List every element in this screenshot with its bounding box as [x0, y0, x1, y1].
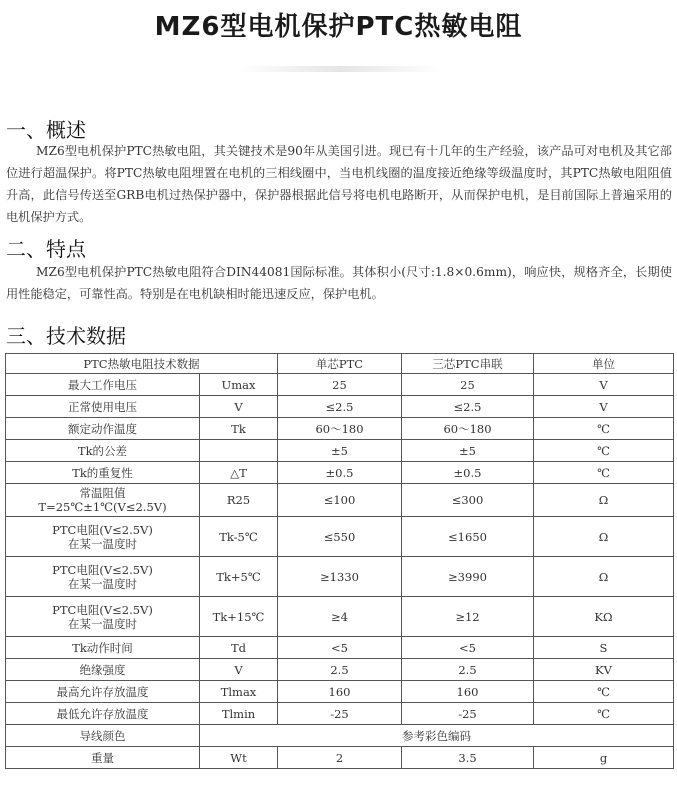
triple-cell: ≥12 — [402, 597, 534, 637]
single-cell: 160 — [278, 681, 402, 703]
header-param: PTC热敏电阻技术数据 — [6, 354, 278, 374]
table-row — [6, 597, 674, 637]
table-row — [6, 396, 674, 418]
table-row — [6, 681, 674, 703]
param-cell: 绝缘强度 — [6, 659, 200, 681]
triple-cell: 25 — [402, 374, 534, 396]
table-row — [6, 484, 674, 517]
single-cell: 2.5 — [278, 659, 402, 681]
unit-cell: KV — [534, 659, 674, 681]
single-cell: -25 — [278, 703, 402, 725]
symbol-cell: Td — [200, 637, 278, 659]
table-row — [6, 703, 674, 725]
param-cell: Tk的公差 — [6, 440, 200, 462]
triple-cell: ±5 — [402, 440, 534, 462]
param-line-2: 在某一温度时 — [68, 536, 137, 551]
symbol-cell: Tk+15℃ — [200, 597, 278, 637]
page-title: MZ6型电机保护PTC热敏电阻 — [154, 12, 523, 42]
triple-cell: 60～180 — [402, 418, 534, 440]
header-unit: 单位 — [534, 354, 674, 374]
symbol-cell: Umax — [200, 374, 278, 396]
table-row — [6, 637, 674, 659]
param-line-1: PTC电阻(V≤2.5V) — [52, 602, 153, 617]
merged-cell: 参考彩色编码 — [200, 725, 674, 747]
section-heading-technical-data: 三、技术数据 — [6, 324, 126, 348]
single-cell: ≤2.5 — [278, 396, 402, 418]
symbol-cell: R25 — [200, 484, 278, 517]
unit-cell: Ω — [534, 484, 674, 517]
single-cell: ≤100 — [278, 484, 402, 517]
unit-cell: KΩ — [534, 597, 674, 637]
triple-cell: <5 — [402, 637, 534, 659]
unit-cell: ℃ — [534, 681, 674, 703]
unit-cell: V — [534, 396, 674, 418]
symbol-cell: Tk+5℃ — [200, 557, 278, 597]
symbol-cell: V — [200, 396, 278, 418]
unit-cell: S — [534, 637, 674, 659]
single-cell: ≥4 — [278, 597, 402, 637]
triple-cell: 3.5 — [402, 747, 534, 769]
single-cell: ±0.5 — [278, 462, 402, 484]
symbol-cell: Tk-5℃ — [200, 517, 278, 557]
param-cell: 导线颜色 — [6, 725, 200, 747]
title-underline — [240, 66, 440, 72]
symbol-cell: Tlmax — [200, 681, 278, 703]
unit-cell: Ω — [534, 557, 674, 597]
symbol-cell: V — [200, 659, 278, 681]
param-line-2: 在某一温度时 — [68, 576, 137, 591]
param-cell: 最大工作电压 — [6, 374, 200, 396]
unit-cell: V — [534, 374, 674, 396]
unit-cell: ℃ — [534, 703, 674, 725]
symbol-cell: △T — [200, 462, 278, 484]
param-cell: 重量 — [6, 747, 200, 769]
unit-cell: ℃ — [534, 418, 674, 440]
section-heading-overview: 一、概述 — [6, 118, 86, 142]
param-cell: 最高允许存放温度 — [6, 681, 200, 703]
param-cell — [6, 557, 200, 597]
table-row — [6, 747, 674, 769]
param-cell: 额定动作温度 — [6, 418, 200, 440]
triple-cell: -25 — [402, 703, 534, 725]
param-line-1: PTC电阻(V≤2.5V) — [52, 522, 153, 537]
section-body-overview: MZ6型电机保护PTC热敏电阻，其关键技术是90年从美国引进。现已有十几年的生产经验，该产品可对电机及其它部位进行超温保护。将PTC热敏电阻埋置在电机的三相线圈中，当电机线圈的温度接近绝缘等级温度时，其PTC热敏电阻阻值升高，此信号传送至GRB电机过热保护器中，保护器根据此信号将电机电路断开，从而保护电机，是目前国际上普遍采用的电机保护方式。 — [6, 144, 672, 224]
single-cell: 2 — [278, 747, 402, 769]
param-cell: Tk动作时间 — [6, 637, 200, 659]
single-cell: ≤550 — [278, 517, 402, 557]
table-row — [6, 557, 674, 597]
symbol-cell: Tk — [200, 418, 278, 440]
unit-cell: g — [534, 747, 674, 769]
param-cell: 正常使用电压 — [6, 396, 200, 418]
param-line-2: T=25℃±1℃(V≤2.5V) — [38, 500, 167, 514]
triple-cell: ≤300 — [402, 484, 534, 517]
unit-cell: Ω — [534, 517, 674, 557]
single-cell: 25 — [278, 374, 402, 396]
triple-cell: 2.5 — [402, 659, 534, 681]
param-cell — [6, 597, 200, 637]
param-cell: 最低允许存放温度 — [6, 703, 200, 725]
technical-data-table-wrap — [5, 353, 673, 769]
triple-cell: 160 — [402, 681, 534, 703]
section-heading-features: 二、特点 — [6, 237, 86, 261]
section-body-features: MZ6型电机保护PTC热敏电阻符合DIN44081国际标准。其体积小(尺寸:1.8×0.6mm)，响应快，规格齐全，长期使用性能稳定，可靠性高。特别是在电机缺相时能迅速反应，保护电机。 — [6, 265, 672, 301]
single-cell: 60～180 — [278, 418, 402, 440]
table-row — [6, 440, 674, 462]
table-row — [6, 462, 674, 484]
triple-cell: ±0.5 — [402, 462, 534, 484]
single-cell: ≥1330 — [278, 557, 402, 597]
symbol-cell — [200, 440, 278, 462]
single-cell: <5 — [278, 637, 402, 659]
triple-cell: ≤1650 — [402, 517, 534, 557]
table-row — [6, 374, 674, 396]
header-triple: 三芯PTC串联 — [402, 354, 534, 374]
symbol-cell: Tlmin — [200, 703, 278, 725]
table-row — [6, 418, 674, 440]
unit-cell: ℃ — [534, 440, 674, 462]
table-row — [6, 659, 674, 681]
param-line-1: 常温阻值 — [79, 486, 126, 500]
single-cell: ±5 — [278, 440, 402, 462]
header-single: 单芯PTC — [278, 354, 402, 374]
param-line-1: PTC电阻(V≤2.5V) — [52, 562, 153, 577]
param-line-2: 在某一温度时 — [68, 616, 137, 631]
table-header-row — [6, 354, 674, 374]
table-row — [6, 725, 674, 747]
unit-cell: ℃ — [534, 462, 674, 484]
param-cell — [6, 484, 200, 517]
symbol-cell: Wt — [200, 747, 278, 769]
technical-data-table — [5, 353, 674, 769]
param-cell: Tk的重复性 — [6, 462, 200, 484]
table-row — [6, 517, 674, 557]
param-cell — [6, 517, 200, 557]
triple-cell: ≤2.5 — [402, 396, 534, 418]
triple-cell: ≥3990 — [402, 557, 534, 597]
